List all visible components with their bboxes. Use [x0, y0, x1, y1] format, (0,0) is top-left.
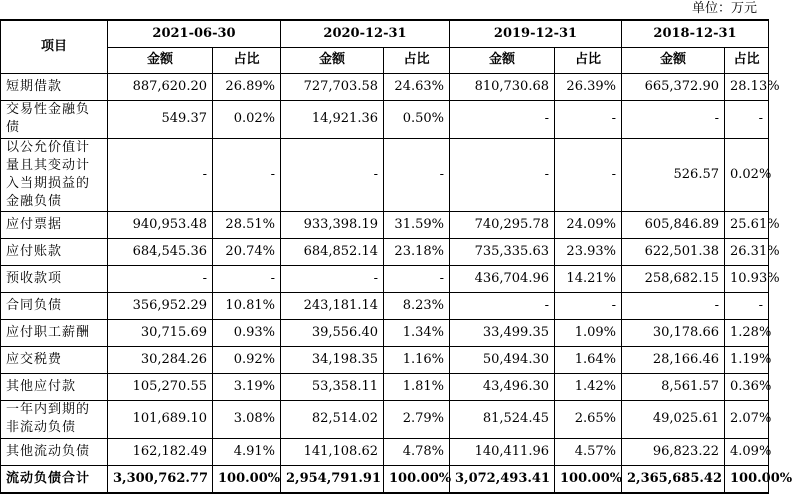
amount-cell: 14,921.36	[281, 100, 384, 138]
ratio-cell: 28.13%	[725, 73, 769, 100]
amount-cell: 684,852.14	[281, 238, 384, 265]
ratio-cell: 3.19%	[213, 373, 281, 400]
amount-cell: 43,496.30	[450, 373, 555, 400]
header-ratio: 占比	[555, 47, 622, 73]
table-row	[1, 265, 769, 292]
amount-cell: 243,181.14	[281, 292, 384, 319]
amount-cell: 101,689.10	[108, 400, 213, 438]
ratio-cell: 23.18%	[384, 238, 450, 265]
amount-cell: 33,499.35	[450, 319, 555, 346]
row-label: 应付账款	[1, 238, 108, 265]
amount-cell: 3,300,762.77	[108, 465, 213, 493]
ratio-cell: 1.42%	[555, 373, 622, 400]
table-body	[1, 73, 792, 493]
amount-cell: 49,025.61	[622, 400, 725, 438]
amount-cell: 140,411.96	[450, 438, 555, 465]
ratio-cell: 26.39%	[555, 73, 622, 100]
amount-cell: 933,398.19	[281, 211, 384, 238]
ratio-cell: 2.79%	[384, 400, 450, 438]
ratio-cell: 100.00%	[384, 465, 450, 493]
header-ratio: 占比	[725, 47, 769, 73]
amount-cell: 82,514.02	[281, 400, 384, 438]
table-row	[1, 438, 769, 465]
row-label: 交易性金融负债	[1, 100, 108, 138]
ratio-cell: -	[213, 138, 281, 211]
row-label: 预收款项	[1, 265, 108, 292]
table-row	[1, 211, 769, 238]
ratio-cell: 1.16%	[384, 346, 450, 373]
row-label: 流动负债合计	[1, 465, 108, 493]
amount-cell: 549.37	[108, 100, 213, 138]
table-row	[1, 100, 769, 138]
amount-cell: 605,846.89	[622, 211, 725, 238]
amount-cell: 8,561.57	[622, 373, 725, 400]
unit-label: 单位：万元	[691, 1, 757, 16]
ratio-cell: -	[384, 265, 450, 292]
amount-cell: 3,072,493.41	[450, 465, 555, 493]
ratio-cell: -	[555, 292, 622, 319]
header-amount: 金额	[450, 47, 555, 73]
amount-cell: 53,358.11	[281, 373, 384, 400]
ratio-cell: 1.81%	[384, 373, 450, 400]
ratio-cell: 3.08%	[213, 400, 281, 438]
table-row	[1, 238, 769, 265]
header-period-2020-12-31: 2020-12-31	[281, 20, 450, 47]
amount-cell: 39,556.40	[281, 319, 384, 346]
header-item: 项目	[1, 20, 108, 73]
amount-cell: 436,704.96	[450, 265, 555, 292]
ratio-cell: -	[555, 100, 622, 138]
ratio-cell: 8.23%	[384, 292, 450, 319]
header-period-2018-12-31: 2018-12-31	[622, 20, 769, 47]
table-row	[1, 292, 769, 319]
ratio-cell: 0.50%	[384, 100, 450, 138]
ratio-cell: 31.59%	[384, 211, 450, 238]
header-amount: 金额	[622, 47, 725, 73]
amount-cell: 684,545.36	[108, 238, 213, 265]
amount-cell: -	[108, 138, 213, 211]
row-label: 其他应付款	[1, 373, 108, 400]
amount-cell: 887,620.20	[108, 73, 213, 100]
amount-cell: 162,182.49	[108, 438, 213, 465]
ratio-cell: 1.19%	[725, 346, 769, 373]
amount-cell: 81,524.45	[450, 400, 555, 438]
ratio-cell: 0.93%	[213, 319, 281, 346]
amount-cell: 735,335.63	[450, 238, 555, 265]
ratio-cell: 24.63%	[384, 73, 450, 100]
header-period-2021-06-30: 2021-06-30	[108, 20, 281, 47]
table-row	[1, 465, 769, 493]
ratio-cell: 100.00%	[725, 465, 769, 493]
row-label: 一年内到期的非流动负债	[1, 400, 108, 438]
ratio-cell: 1.09%	[555, 319, 622, 346]
amount-cell: -	[622, 292, 725, 319]
header-period-2019-12-31: 2019-12-31	[450, 20, 622, 47]
amount-cell: -	[622, 100, 725, 138]
ratio-cell: 10.81%	[213, 292, 281, 319]
ratio-cell: 20.74%	[213, 238, 281, 265]
amount-cell: -	[108, 265, 213, 292]
table-row	[1, 373, 769, 400]
amount-cell: 30,178.66	[622, 319, 725, 346]
ratio-cell: 4.09%	[725, 438, 769, 465]
row-label: 以公允价值计量且其变动计入当期损益的金融负债	[1, 138, 108, 211]
header-amount: 金额	[108, 47, 213, 73]
ratio-cell: 100.00%	[213, 465, 281, 493]
ratio-cell: 4.57%	[555, 438, 622, 465]
amount-cell: 727,703.58	[281, 73, 384, 100]
ratio-cell: 1.64%	[555, 346, 622, 373]
row-label: 应付职工薪酬	[1, 319, 108, 346]
ratio-cell: 25.61%	[725, 211, 769, 238]
ratio-cell: -	[725, 100, 769, 138]
amount-cell: -	[450, 292, 555, 319]
amount-cell: 28,166.46	[622, 346, 725, 373]
ratio-cell: 26.89%	[213, 73, 281, 100]
amount-cell: 2,365,685.42	[622, 465, 725, 493]
ratio-cell: 4.91%	[213, 438, 281, 465]
ratio-cell: 28.51%	[213, 211, 281, 238]
ratio-cell: 0.92%	[213, 346, 281, 373]
ratio-cell: 0.02%	[213, 100, 281, 138]
table-row	[1, 319, 769, 346]
ratio-cell: 2.07%	[725, 400, 769, 438]
amount-cell: -	[450, 138, 555, 211]
header-amount: 金额	[281, 47, 384, 73]
amount-cell: 356,952.29	[108, 292, 213, 319]
amount-cell: 940,953.48	[108, 211, 213, 238]
ratio-cell: 1.34%	[384, 319, 450, 346]
row-label: 短期借款	[1, 73, 108, 100]
row-label: 应付票据	[1, 211, 108, 238]
amount-cell: 526.57	[622, 138, 725, 211]
amount-cell: 810,730.68	[450, 73, 555, 100]
header-ratio: 占比	[384, 47, 450, 73]
ratio-cell: 4.78%	[384, 438, 450, 465]
ratio-cell: 2.65%	[555, 400, 622, 438]
amount-cell: 34,198.35	[281, 346, 384, 373]
ratio-cell: -	[384, 138, 450, 211]
ratio-cell: 0.36%	[725, 373, 769, 400]
amount-cell: -	[450, 100, 555, 138]
amount-cell: -	[281, 265, 384, 292]
amount-cell: 665,372.90	[622, 73, 725, 100]
ratio-cell: 1.28%	[725, 319, 769, 346]
amount-cell: 258,682.15	[622, 265, 725, 292]
liabilities-table	[0, 19, 792, 494]
amount-cell: 30,284.26	[108, 346, 213, 373]
amount-cell: 740,295.78	[450, 211, 555, 238]
amount-cell: 2,954,791.91	[281, 465, 384, 493]
ratio-cell: -	[725, 292, 769, 319]
ratio-cell: 23.93%	[555, 238, 622, 265]
amount-cell: 105,270.55	[108, 373, 213, 400]
amount-cell: 141,108.62	[281, 438, 384, 465]
ratio-cell: 0.02%	[725, 138, 769, 211]
row-label: 其他流动负债	[1, 438, 108, 465]
ratio-cell: 100.00%	[555, 465, 622, 493]
table-row	[1, 138, 769, 211]
amount-cell: 50,494.30	[450, 346, 555, 373]
row-label: 合同负债	[1, 292, 108, 319]
ratio-cell: 10.93%	[725, 265, 769, 292]
ratio-cell: 26.31%	[725, 238, 769, 265]
table-row	[1, 73, 769, 100]
amount-cell: 30,715.69	[108, 319, 213, 346]
amount-cell: 622,501.38	[622, 238, 725, 265]
ratio-cell: 24.09%	[555, 211, 622, 238]
header-ratio: 占比	[213, 47, 281, 73]
ratio-cell: -	[555, 138, 622, 211]
amount-cell: -	[281, 138, 384, 211]
amount-cell: 96,823.22	[622, 438, 725, 465]
table-row	[1, 346, 769, 373]
row-label: 应交税费	[1, 346, 108, 373]
ratio-cell: 14.21%	[555, 265, 622, 292]
table-row	[1, 400, 769, 438]
ratio-cell: -	[213, 265, 281, 292]
